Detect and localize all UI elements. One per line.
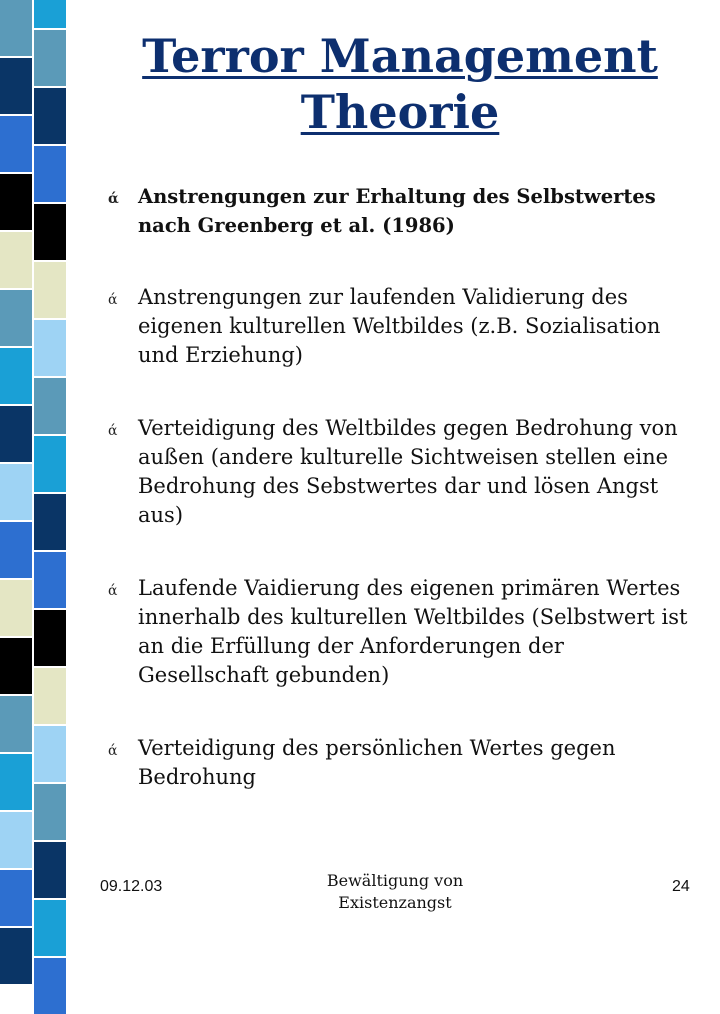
strip-block [34,146,66,202]
strip-block [34,204,66,260]
bullet-text: Verteidigung des Weltbildes gegen Bedrohung von außen (andere kulturelle Sichtweisen stellen eine Bedrohung des Sebstwertes dar und lösen Angst aus) [138,416,678,527]
strip-block [0,928,32,984]
bullet-marker-icon: ά [108,292,118,308]
footer-title-line-1: Bewältigung von [326,871,464,890]
strip-block [34,88,66,144]
bullet-marker-icon: ά [108,423,118,439]
strip-block [0,754,32,810]
bullet-text: Laufende Vaidierung des eigenen primären Wertes innerhalb des kulturellen Weltbildes (Selbstwert ist an die Erfüllung der Anforderungen der Gesellschaft gebunden) [138,576,688,687]
strip-block [0,580,32,636]
bullet-text: Anstrengungen zur Erhaltung des Selbstwertes nach Greenberg et al. (1986) [138,185,656,237]
bullet-item [108,283,693,370]
strip-block [0,116,32,172]
strip-block [34,320,66,376]
bullet-list [108,182,693,792]
footer-title [300,870,490,914]
bullet-item [108,414,693,530]
bullet-marker-icon: ά [108,743,118,759]
strip-block [0,290,32,346]
strip-block [34,552,66,608]
decorative-strip [0,0,68,960]
strip-block [34,784,66,840]
strip-block [0,348,32,404]
strip-block [34,378,66,434]
strip-block [34,842,66,898]
strip-block [0,638,32,694]
strip-block [0,232,32,288]
strip-block [34,494,66,550]
strip-block [34,30,66,86]
strip-block [0,522,32,578]
strip-block [0,464,32,520]
strip-block [34,0,66,28]
footer-title-line-2: Existenzangst [338,893,452,912]
footer-date: 09.12.03 [100,878,163,895]
bullet-item [108,734,693,792]
strip-block [34,726,66,782]
bullet-marker-icon: ά [108,583,118,599]
strip-block [0,870,32,926]
bullet-marker-icon: ά [108,191,119,207]
page-number: 24 [672,878,690,895]
bullet-item [108,182,693,240]
strip-block [34,900,66,956]
strip-block [34,262,66,318]
strip-block [0,58,32,114]
strip-block [34,668,66,724]
bullet-text: Anstrengungen zur laufenden Validierung des eigenen kulturellen Weltbildes (z.B. Sozialisation und Erziehung) [138,285,661,367]
strip-block [0,696,32,752]
title-line-2: Theorie [300,85,500,139]
strip-block [0,174,32,230]
strip-block [0,0,32,56]
strip-block [0,406,32,462]
title-line-1: Terror Management [142,29,658,83]
slide-title [100,28,700,140]
strip-block [34,436,66,492]
strip-block [34,610,66,666]
strip-block [0,812,32,868]
bullet-item [108,574,693,690]
bullet-text: Verteidigung des persönlichen Wertes gegen Bedrohung [138,736,616,789]
strip-block [34,958,66,1014]
